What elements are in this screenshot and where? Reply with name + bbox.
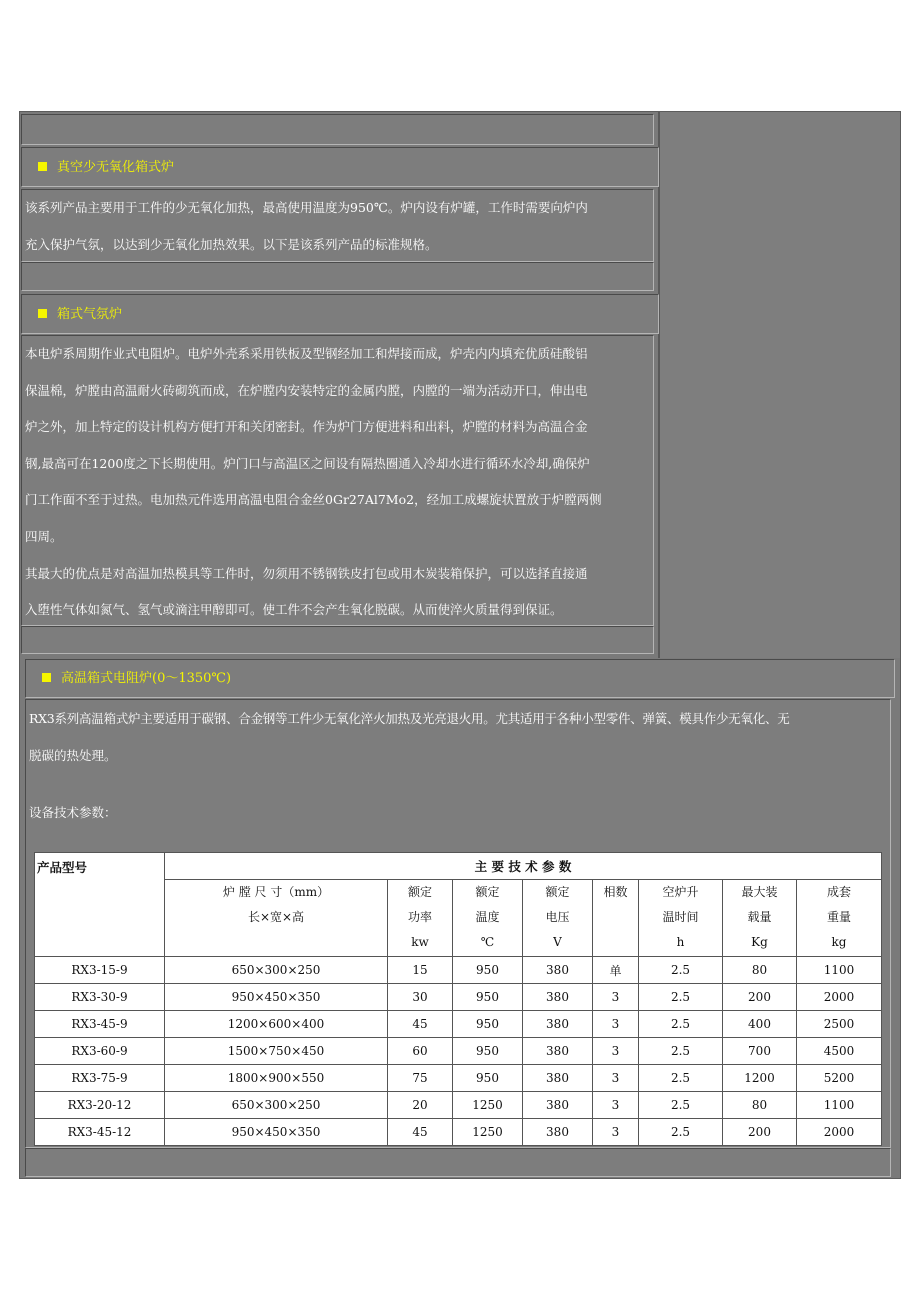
table-cell: 2000	[797, 1119, 882, 1146]
empty-bar	[21, 626, 654, 654]
body-line: 四周。	[25, 528, 63, 544]
table-cell: 650×300×250	[165, 1092, 388, 1119]
empty-bar	[25, 1148, 891, 1177]
right-side-panel	[658, 112, 900, 658]
section-body-atmosphere-furnace	[21, 335, 654, 626]
model-cell: RX3-30-9	[35, 984, 165, 1011]
square-bullet-icon	[42, 673, 51, 682]
table-cell: 1200×600×400	[165, 1011, 388, 1038]
spec-table	[34, 852, 882, 1146]
table-cell: 650×300×250	[165, 957, 388, 984]
body-line: RX3系列高温箱式炉主要适用于碳钢、合金钢等工件少无氧化淬火加热及光亮退火用。尤其适用于各种小型零件、弹簧、模具作少无氧化、无	[29, 711, 790, 726]
table-cell: 3	[593, 1038, 639, 1065]
table-cell: 950	[453, 1038, 523, 1065]
table-cell: 2.5	[639, 1011, 723, 1038]
table-cell: 950	[453, 957, 523, 984]
section-header-high-temp-furnace	[25, 659, 895, 698]
table-cell: 950	[453, 1011, 523, 1038]
table-cell: 75	[388, 1065, 453, 1092]
body-line: 炉之外，加上特定的设计机构方便打开和关闭密封。作为炉门方便进料和出料，炉膛的材料为高温合金	[25, 419, 588, 435]
model-cell: RX3-45-9	[35, 1011, 165, 1038]
table-cell: 1250	[453, 1119, 523, 1146]
model-cell: RX3-15-9	[35, 957, 165, 984]
table-row	[35, 1119, 882, 1146]
table-cell: 950×450×350	[165, 1119, 388, 1146]
body-line: 保温棉，炉膛由高温耐火砖砌筑而成，在炉膛内安装特定的金属内膛，内膛的一端为活动开口，伸出电	[25, 382, 588, 398]
table-cell: 380	[523, 984, 593, 1011]
section-title: 箱式气氛炉	[38, 306, 658, 324]
table-cell: 380	[523, 1065, 593, 1092]
table-cell: 1100	[797, 957, 882, 984]
section-title: 高温箱式电阻炉(0～1350℃)	[42, 670, 894, 688]
section-header-vacuum-furnace	[21, 147, 659, 187]
table-row	[35, 1038, 882, 1065]
table-cell: 80	[723, 957, 797, 984]
table-cell: 3	[593, 1065, 639, 1092]
group-header: 主 要 技 术 参 数	[165, 853, 882, 880]
body-line: 本电炉系周期作业式电阻炉。电炉外壳系采用铁板及型钢经加工和焊接而成，炉壳内内填充优质硅酸铝	[25, 346, 588, 361]
param-label: 设备技术参数：	[29, 805, 117, 821]
table-cell: 3	[593, 1119, 639, 1146]
column-header: 相数	[593, 880, 639, 957]
table-cell: 380	[523, 1092, 593, 1119]
table-cell: 60	[388, 1038, 453, 1065]
table-cell: 200	[723, 1119, 797, 1146]
square-bullet-icon	[38, 162, 47, 171]
table-cell: 1500×750×450	[165, 1038, 388, 1065]
table-cell: 45	[388, 1011, 453, 1038]
table-cell: 30	[388, 984, 453, 1011]
table-cell: 380	[523, 957, 593, 984]
table-cell: 700	[723, 1038, 797, 1065]
table-cell: 80	[723, 1092, 797, 1119]
empty-bar	[21, 262, 654, 291]
table-cell: 2000	[797, 984, 882, 1011]
table-cell: 2.5	[639, 957, 723, 984]
table-cell: 2.5	[639, 984, 723, 1011]
table-cell: 200	[723, 984, 797, 1011]
table-cell: 4500	[797, 1038, 882, 1065]
table-row	[35, 1065, 882, 1092]
table-cell: 3	[593, 984, 639, 1011]
table-cell: 950	[453, 1065, 523, 1092]
model-cell: RX3-60-9	[35, 1038, 165, 1065]
table-cell: 1200	[723, 1065, 797, 1092]
table-cell: 15	[388, 957, 453, 984]
column-header: 炉 膛 尺 寸（mm） 长×宽×高	[165, 880, 388, 957]
column-header: 空炉升 温时间 h	[639, 880, 723, 957]
top-empty-bar	[21, 114, 654, 145]
table-cell: 400	[723, 1011, 797, 1038]
table-cell: 3	[593, 1092, 639, 1119]
table-cell: 1800×900×550	[165, 1065, 388, 1092]
body-line: 其最大的优点是对高温加热模具等工件时，勿须用不锈钢铁皮打包或用木炭装箱保护，可以选择直接通	[25, 565, 588, 581]
body-line: 脱碳的热处理。	[29, 747, 117, 763]
square-bullet-icon	[38, 309, 47, 318]
table-cell: 2.5	[639, 1065, 723, 1092]
table-cell: 45	[388, 1119, 453, 1146]
model-header: 产品型号	[35, 853, 165, 957]
table-cell: 1100	[797, 1092, 882, 1119]
table-cell: 2.5	[639, 1038, 723, 1065]
column-header: 成套 重量 kg	[797, 880, 882, 957]
table-header-row	[35, 853, 882, 880]
model-cell: RX3-75-9	[35, 1065, 165, 1092]
table-cell: 380	[523, 1119, 593, 1146]
section-title: 真空少无氧化箱式炉	[38, 159, 658, 177]
column-header: 最大装 载量 Kg	[723, 880, 797, 957]
body-line: 充入保护气氛，以达到少无氧化加热效果。以下是该系列产品的标准规格。	[25, 236, 438, 252]
table-cell: 20	[388, 1092, 453, 1119]
table-cell: 2.5	[639, 1119, 723, 1146]
table-cell: 380	[523, 1038, 593, 1065]
table-cell: 2500	[797, 1011, 882, 1038]
table-row	[35, 1011, 882, 1038]
table-cell: 1250	[453, 1092, 523, 1119]
column-header: 额定 功率 kw	[388, 880, 453, 957]
model-cell: RX3-45-12	[35, 1119, 165, 1146]
body-line: 入堕性气体如氮气、氢气或滴注甲醇即可。使工件不会产生氧化脱碳。从而使淬火质量得到保证。	[25, 602, 563, 618]
section-header-atmosphere-furnace	[21, 294, 659, 334]
body-line: 该系列产品主要用于工件的少无氧化加热，最高使用温度为950℃。炉内设有炉罐，工作时需要向炉内	[25, 200, 588, 215]
column-header: 额定 电压 V	[523, 880, 593, 957]
body-line: 门工作面不至于过热。电加热元件选用高温电阻合金丝0Gr27Al7Mo2，经加工成螺旋状置放于炉膛两侧	[25, 492, 602, 508]
table-cell: 950	[453, 984, 523, 1011]
table-cell: 5200	[797, 1065, 882, 1092]
table-cell: 2.5	[639, 1092, 723, 1119]
table-cell: 单	[593, 957, 639, 984]
table-row	[35, 1092, 882, 1119]
table-row	[35, 957, 882, 984]
table-row	[35, 984, 882, 1011]
body-line: 钢,最高可在1200度之下长期使用。炉门口与高温区之间设有隔热圈通入冷却水进行循环水冷却,确保炉	[25, 455, 590, 471]
table-cell: 380	[523, 1011, 593, 1038]
table-cell: 950×450×350	[165, 984, 388, 1011]
column-header: 额定 温度 ℃	[453, 880, 523, 957]
model-cell: RX3-20-12	[35, 1092, 165, 1119]
table-cell: 3	[593, 1011, 639, 1038]
section-body-vacuum-furnace	[21, 189, 654, 262]
